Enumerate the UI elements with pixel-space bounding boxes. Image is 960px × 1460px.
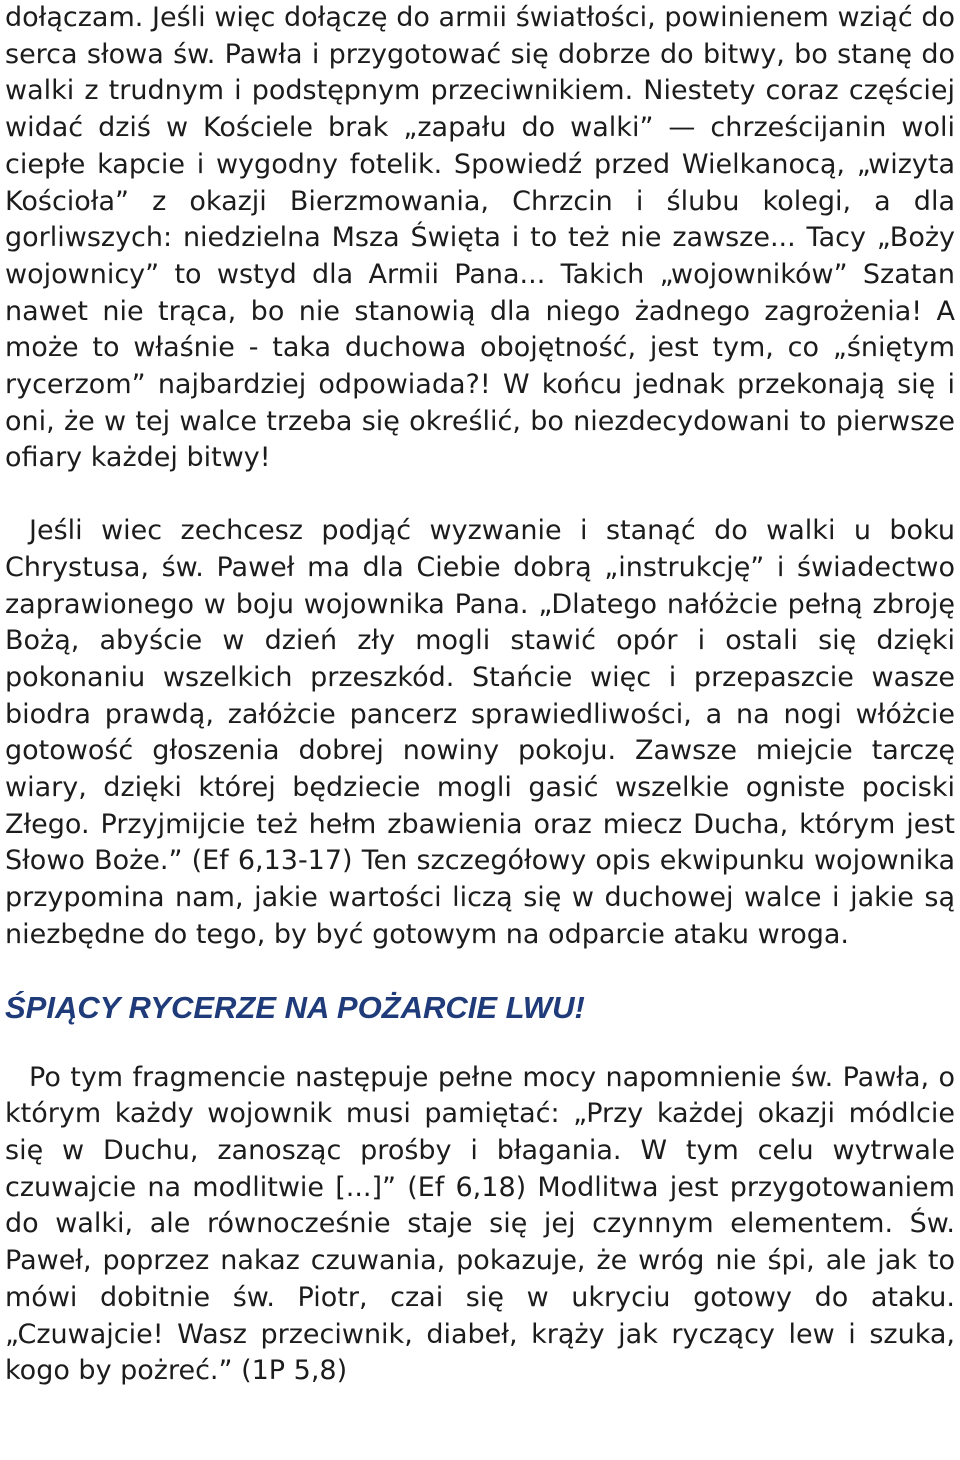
body-paragraph-1: dołączam. Jeśli więc dołączę do armii światłości, powinienem wziąć do serca słowa św. Pawła i przygotować się dobrze do bitwy, bo stanę do walki z trudnym i podstępnym przeciwnikiem. Niestety coraz częściej widać dziś w Kościele brak „zapału do walki” — chrześcijanin woli ciepłe kapcie i wygodny fotelik. Spowiedź przed Wielkanocą, „wizyta Kościoła” z okazji Bierzmowania, Chrzcin i ślubu kolegi, a dla gorliwszych: niedzielna Msza Święta i to też nie zawsze... Tacy „Boży wojownicy” to wstyd dla Armii Pana... Takich „wojowników” Szatan nawet nie trąca, bo nie stanowią dla niego żadnego zagrożenia! A może to właśnie - taka duchowa obojętność, jest tym, co „śniętym rycerzom” najbardziej odpowiada?! W końcu jednak przekonają się i oni, że w tej walce trzeba się określić, bo niezdecydowani to pierwsze ofiary każdej bitwy!: [5, 2, 955, 474]
body-paragraph-2: Jeśli wiec zechcesz podjąć wyzwanie i stanąć do walki u boku Chrystusa, św. Paweł ma dla Ciebie dobrą „instrukcję” i świadectwo zaprawionego w boju wojownika Pana. „Dlatego nałóżcie pełną zbroję Bożą, abyście w dzień zły mogli stawić opór i ostali się dzięki pokonaniu wszelkich przeszkód. Stańcie więc i przepaszcie wasze biodra prawdą, załóżcie pancerz sprawiedliwości, a na nogi włóżcie gotowość głoszenia dobrej nowiny pokoju. Zawsze miejcie tarczę wiary, dzięki której będziecie mogli gasić wszelkie ogniste pociski Złego. Przyjmijcie też hełm zbawienia oraz miecz Ducha, którym jest Słowo Boże.” (Ef 6,13-17) Ten szczegółowy opis ekwipunku wojownika przypomina nam, jakie wartości liczą się w duchowej walce i jakie są niezbędne do tego, by być gotowym na odparcie ataku wroga.: [5, 515, 955, 950]
document-page: [5, 0, 955, 1390]
section-heading: ŚPIĄCY RYCERZE NA POŻARCIE LWU!: [5, 989, 585, 1025]
body-paragraph-3: Po tym fragmencie następuje pełne mocy napomnienie św. Pawła, o którym każdy wojownik musi pamiętać: „Przy każdej okazji módlcie się w Duchu, zanosząc prośby i błagania. W tym celu wytrwale czuwajcie na modlitwie [...]” (Ef 6,18) Modlitwa jest przygotowaniem do walki, ale równocześnie staje się jej czynnym elementem. Św. Paweł, poprzez nakaz czuwania, pokazuje, że wróg nie śpi, ale jak to mówi dobitnie św. Piotr, czai się w ukryciu gotowy do ataku. „Czuwajcie! Wasz przeciwnik, diabeł, krąży jak ryczący lew i szuka, kogo by pożreć.” (1P 5,8): [5, 1061, 955, 1387]
